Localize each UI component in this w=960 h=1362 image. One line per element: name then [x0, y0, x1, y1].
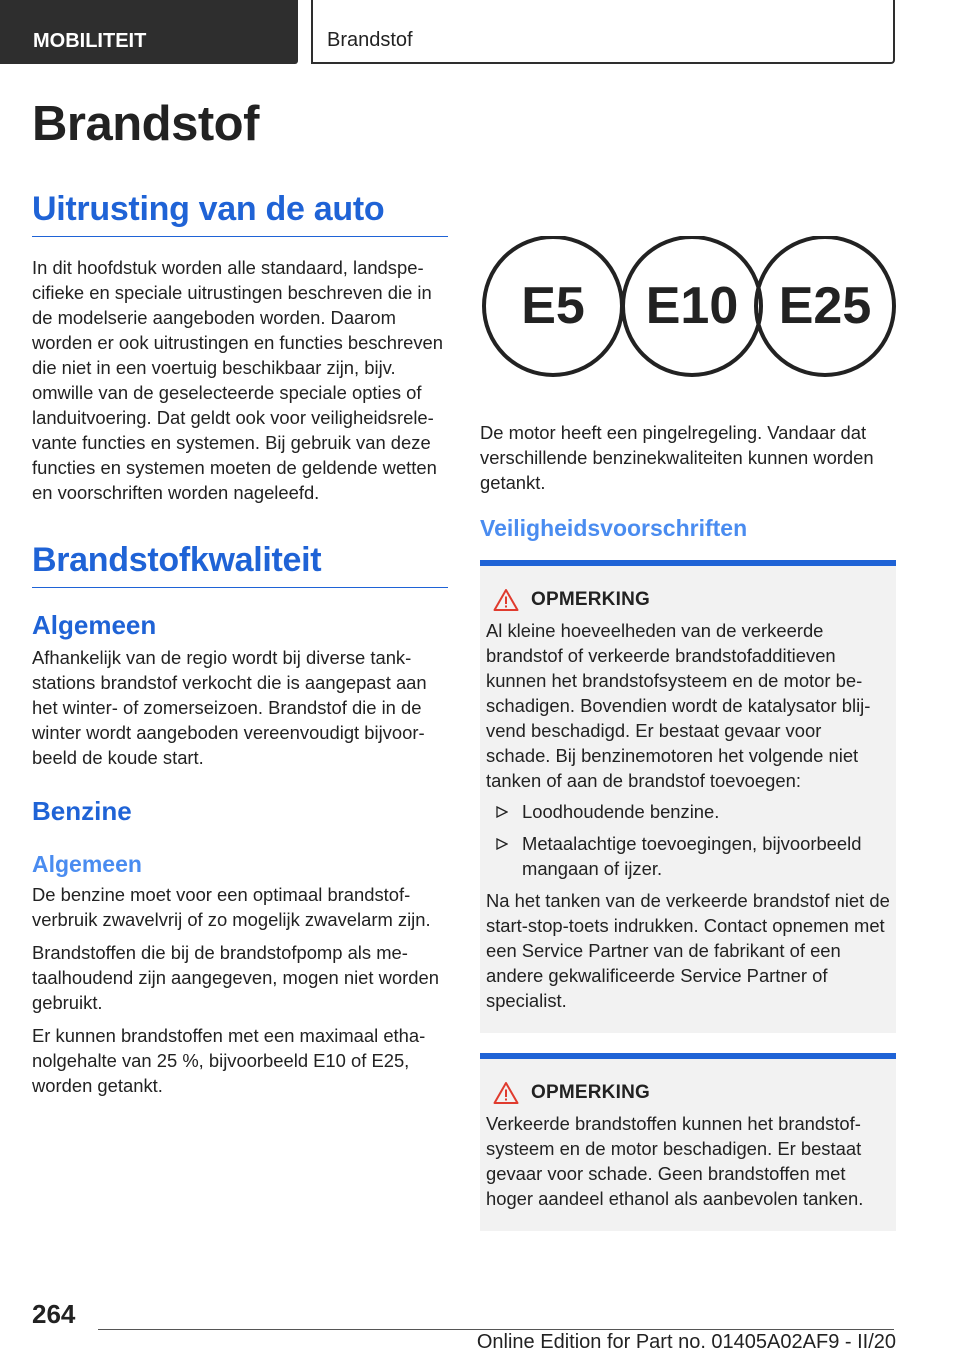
fuel-label-graphic [480, 236, 896, 400]
section-tab: MOBILITEIT [0, 0, 298, 64]
fuel-label-e10-text: E10 [645, 277, 739, 335]
notice-title: OPMERKING [531, 1082, 650, 1103]
petrol-paragraph-3: Er kunnen brandstoffen met een maximaal ethanolgehalte van 25 %, bijvoorbeeld E10 of E25, worden getankt. [32, 1025, 426, 1096]
list-item [486, 799, 890, 824]
general-text: Afhankelijk van de regio wordt bij diverse tankstations brandstof verkocht die is aangepast aan het winter- of zomerseizoen. Brandstof die in de winter wordt aangeboden vereenvoudigt bijvoorbeeld de koude start. [32, 647, 427, 768]
fuel-label-e25-text: E25 [778, 277, 872, 335]
list-item [486, 831, 890, 881]
right-column [480, 236, 896, 1231]
warning-triangle-icon [493, 588, 519, 612]
notice-box-2 [480, 1053, 896, 1231]
notice-text: Al kleine hoeveelheden van de verkeerde brandstof of verkeerde brandstofadditieven kunnen het brandstofsysteem en de motor beschadigen. Bovendien wordt de katalysator blijvend beschadigd. Er bestaat gevaar voor schade. Bij benzinemotoren het volgende niet tanken of aan de brandstof toevoegen: [486, 620, 871, 791]
petrol-heading: Benzine [32, 796, 132, 826]
fuel-label-e5-text: E5 [521, 277, 585, 335]
bullet-triangle-icon [496, 838, 508, 850]
knock-control-text: De motor heeft een pingelregeling. Vandaar dat verschillende benzinekwaliteiten kunnen worden getankt. [480, 422, 874, 493]
page-header [0, 0, 960, 66]
safety-heading: Veiligheidsvoorschriften [480, 515, 748, 541]
bullet-triangle-icon [496, 806, 508, 818]
fuel-label-e25 [756, 237, 894, 375]
page-number: 264 [32, 1299, 76, 1329]
general-heading: Algemeen [32, 610, 157, 640]
equipment-heading: Uitrusting van de auto [32, 190, 448, 237]
notice-text: Verkeerde brandstoffen kunnen het brandstofsysteem en de motor beschadigen. Er bestaat gevaar voor schade. Geen brandstoffen met hoger aandeel ethanol als aanbevolen tanken. [486, 1113, 864, 1209]
notice-title: OPMERKING [531, 589, 650, 610]
fuel-label-e5 [484, 237, 622, 375]
left-column [32, 190, 448, 1098]
notice-box-1 [480, 560, 896, 1033]
notice-header [486, 1081, 890, 1105]
bullet-text: Metaalachtige toevoegingen, bijvoorbeeld mangaan of ijzer. [522, 833, 862, 879]
equipment-text: In dit hoofdstuk worden alle standaard, landspecifieke en speciale uitrustingen beschreven die in de modelserie aangeboden worden. Daarom worden er ook uitrustingen en functies beschreven die niet in een voertuig beschikbaar zijn, bijv. omwille van de geselecteerde speciale opties of landuitvoering. Dat geldt ook voor veiligheidsrelevante functies en systemen. Bij gebruik van deze functies en systemen moeten de geldende wetten en voorschriften worden nageleefd. [32, 257, 443, 503]
footer-divider [98, 1329, 894, 1330]
fuel-label-e10 [623, 237, 761, 375]
page-title: Brandstof [32, 97, 259, 151]
bullet-text: Loodhoudende benzine. [522, 801, 720, 822]
notice-after-text: Na het tanken van de verkeerde brandstof niet de start-stop-toets indrukken. Contact opnemen met een Service Partner van de fabrikant of een andere gekwalificeerde Service Partner of specialist. [486, 890, 890, 1011]
petrol-paragraph-2: Brandstoffen die bij de brandstofpomp als metaalhoudend zijn aangegeven, mogen niet worden gebruikt. [32, 942, 439, 1013]
chapter-tab: Brandstof [311, 0, 895, 64]
petrol-general-heading: Algemeen [32, 851, 142, 877]
warning-triangle-icon [493, 1081, 519, 1105]
notice-header [486, 588, 890, 612]
fuel-label-figure [480, 236, 896, 400]
notice-bullet-list [486, 799, 890, 881]
petrol-paragraph-1: De benzine moet voor een optimaal brandstofverbruik zwavelvrij of zo mogelijk zwavelarm zijn. [32, 884, 431, 930]
fuel-quality-heading: Brandstofkwaliteit [32, 541, 448, 588]
footer-edition: Online Edition for Part no. 01405A02AF9 - II/20 [476, 1331, 896, 1353]
